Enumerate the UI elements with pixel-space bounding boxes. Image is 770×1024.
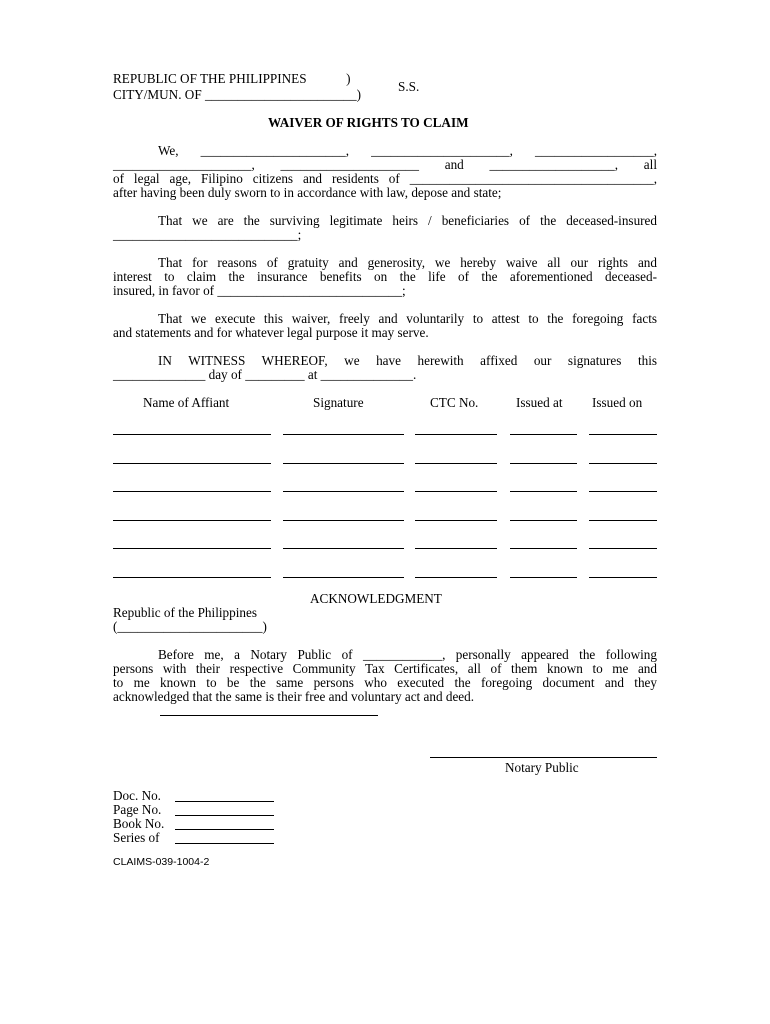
affiant-row-5-issued-at-field[interactable]: [510, 548, 577, 549]
affiant-row-4-signature-field[interactable]: [283, 520, 404, 521]
affiant-row-2-name-field[interactable]: [113, 463, 271, 464]
affiant-row-3-name-field[interactable]: [113, 491, 271, 492]
affiant-row-2-issued-at-field[interactable]: [510, 463, 577, 464]
ack-blank[interactable]: (______________________): [113, 619, 267, 634]
affiant-row-5-name-field[interactable]: [113, 548, 271, 549]
col-header-signature: Signature: [313, 395, 364, 410]
affiant-row-4-issued-at-field[interactable]: [510, 520, 577, 521]
affiant-row-1-ctc-no-field[interactable]: [415, 434, 497, 435]
col-header-ctc: CTC No.: [430, 395, 479, 410]
document-title: WAIVER OF RIGHTS TO CLAIM: [268, 115, 469, 130]
ack-line-3: to me known to be the same persons who executed the foregoing document and they: [113, 675, 657, 690]
affiant-row-1-issued-at-field[interactable]: [510, 434, 577, 435]
affiant-row-5-issued-on-field[interactable]: [589, 548, 657, 549]
series-of-label: Series of: [113, 830, 160, 845]
acknowledgment-heading: ACKNOWLEDGMENT: [310, 591, 442, 606]
we-line-2[interactable]: _____________________, _____________________ and ___________________, all: [113, 157, 657, 172]
form-code: CLAIMS-039-1004-2: [113, 856, 210, 868]
we-line-1[interactable]: We, ______________________, _____________________, __________________,: [158, 143, 657, 158]
notary-public-label: Notary Public: [505, 760, 579, 775]
affiant-row-6-name-field[interactable]: [113, 577, 271, 578]
col-header-issued-at: Issued at: [516, 395, 563, 410]
ack-republic: Republic of the Philippines: [113, 605, 257, 620]
series-of-field[interactable]: [175, 843, 274, 844]
witness-line-1: IN WITNESS WHEREOF, we have herewith affixed our signatures this: [158, 353, 657, 368]
ss-label: S.S.: [398, 79, 420, 94]
gratuity-line-3[interactable]: insured, in favor of ____________________________;: [113, 283, 406, 298]
doc-no-label: Doc. No.: [113, 788, 161, 803]
col-header-name: Name of Affiant: [143, 395, 230, 410]
execute-line-1: That we execute this waiver, freely and voluntarily to attest to the foregoing facts: [158, 311, 657, 326]
page-no-label: Page No.: [113, 802, 162, 817]
ack-line-4: acknowledged that the same is their free and voluntary act and deed.: [113, 689, 475, 704]
affiant-row-6-ctc-no-field[interactable]: [415, 577, 497, 578]
affiant-row-1-issued-on-field[interactable]: [589, 434, 657, 435]
affiant-row-3-signature-field[interactable]: [283, 491, 404, 492]
gratuity-line-2: interest to claim the insurance benefits on the life of the aforementioned deceased-: [113, 269, 657, 284]
book-no-label: Book No.: [113, 816, 165, 831]
ack-line-2: persons with their respective Community Tax Certificates, all of them known to me and: [113, 661, 657, 676]
affiant-row-4-issued-on-field[interactable]: [589, 520, 657, 521]
affiant-row-1-signature-field[interactable]: [283, 434, 404, 435]
affiant-row-2-signature-field[interactable]: [283, 463, 404, 464]
book-no-field[interactable]: [175, 829, 274, 830]
republic-header-line: REPUBLIC OF THE PHILIPPINES ): [113, 71, 351, 86]
heirs-line-1: That we are the surviving legitimate heirs / beneficiaries of the deceased-insured: [158, 213, 657, 228]
witness-line-2[interactable]: ______________ day of _________ at ______________.: [113, 367, 417, 382]
gratuity-line-1: That for reasons of gratuity and generosity, we hereby waive all our rights and: [158, 255, 657, 270]
city-mun-line[interactable]: CITY/MUN. OF _______________________): [113, 87, 361, 102]
affiant-row-5-ctc-no-field[interactable]: [415, 548, 497, 549]
affiant-row-3-issued-at-field[interactable]: [510, 491, 577, 492]
ack-line-1[interactable]: Before me, a Notary Public of ____________, personally appeared the following: [158, 647, 657, 662]
affiant-row-6-signature-field[interactable]: [283, 577, 404, 578]
affiant-row-5-signature-field[interactable]: [283, 548, 404, 549]
notary-signature-line[interactable]: [430, 757, 657, 758]
affiant-row-4-name-field[interactable]: [113, 520, 271, 521]
col-header-issued-on: Issued on: [592, 395, 643, 410]
affiant-row-4-ctc-no-field[interactable]: [415, 520, 497, 521]
execute-line-2: and statements and for whatever legal purpose it may serve.: [113, 325, 429, 340]
affiant-row-1-name-field[interactable]: [113, 434, 271, 435]
affiant-row-3-ctc-no-field[interactable]: [415, 491, 497, 492]
affiant-row-3-issued-on-field[interactable]: [589, 491, 657, 492]
we-line-4: after having been duly sworn to in accordance with law, depose and state;: [113, 185, 502, 200]
affiant-row-2-issued-on-field[interactable]: [589, 463, 657, 464]
heirs-line-2[interactable]: ____________________________;: [113, 227, 302, 242]
ack-signature-line[interactable]: [160, 715, 378, 716]
affiant-row-6-issued-on-field[interactable]: [589, 577, 657, 578]
doc-no-field[interactable]: [175, 801, 274, 802]
affiant-row-2-ctc-no-field[interactable]: [415, 463, 497, 464]
affiant-row-6-issued-at-field[interactable]: [510, 577, 577, 578]
we-line-3[interactable]: of legal age, Filipino citizens and residents of _____________________________________,: [113, 171, 657, 186]
page-no-field[interactable]: [175, 815, 274, 816]
